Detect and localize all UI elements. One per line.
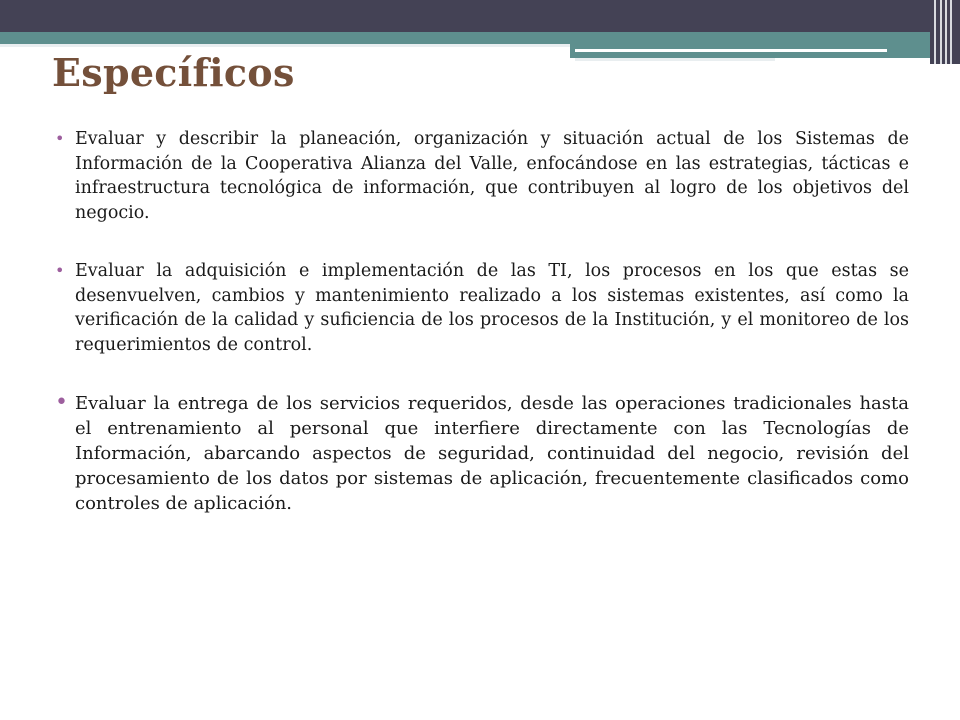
slide-title: Específicos [52, 50, 295, 95]
bullet-dot-icon: • [55, 129, 65, 148]
header-edge-stripe [934, 0, 936, 64]
header-edge-stripe [945, 0, 947, 64]
header-accent-band [0, 32, 960, 44]
header-right-edge [930, 0, 960, 64]
header-edge-stripe [950, 0, 952, 64]
bullet-item [55, 391, 909, 516]
bullet-dot-icon: • [55, 261, 65, 280]
bullet-text: Evaluar la adquisición e implementación de las TI, los procesos en los que estas se desenvuelven, cambios y mantenimiento realizado a los sistemas existentes, así como la verificación de la calidad y suficiencia de los procesos de la Institución, y el monitoreo de los requerimientos de control. [75, 261, 909, 355]
bullet-text: Evaluar la entrega de los servicios requeridos, desde las operaciones tradicionales hasta el entrenamiento al personal que interfiere directamente con las Tecnologías de Información, abarcando aspectos de seguridad, continuidad del negocio, revisión del procesamiento de los datos por sistemas de aplicación, frecuentemente clasificados como controles de aplicación. [75, 393, 909, 514]
header-divider-line [575, 58, 775, 61]
bullet-dot-icon: • [55, 390, 68, 415]
header-divider-line [575, 49, 887, 52]
bullet-text: Evaluar y describir la planeación, organización y situación actual de los Sistemas de Información de la Cooperativa Alianza del Valle, enfocándose en las estrategias, tácticas e infraestructura tecnológica de información, que contribuyen al logro de los objetivos del negocio. [75, 129, 909, 223]
bullet-item [55, 127, 909, 225]
header-edge-stripe [940, 0, 942, 64]
bullet-list [55, 127, 909, 516]
header-divider-line [0, 44, 570, 47]
bullet-item [55, 259, 909, 357]
header-bar [0, 0, 960, 32]
